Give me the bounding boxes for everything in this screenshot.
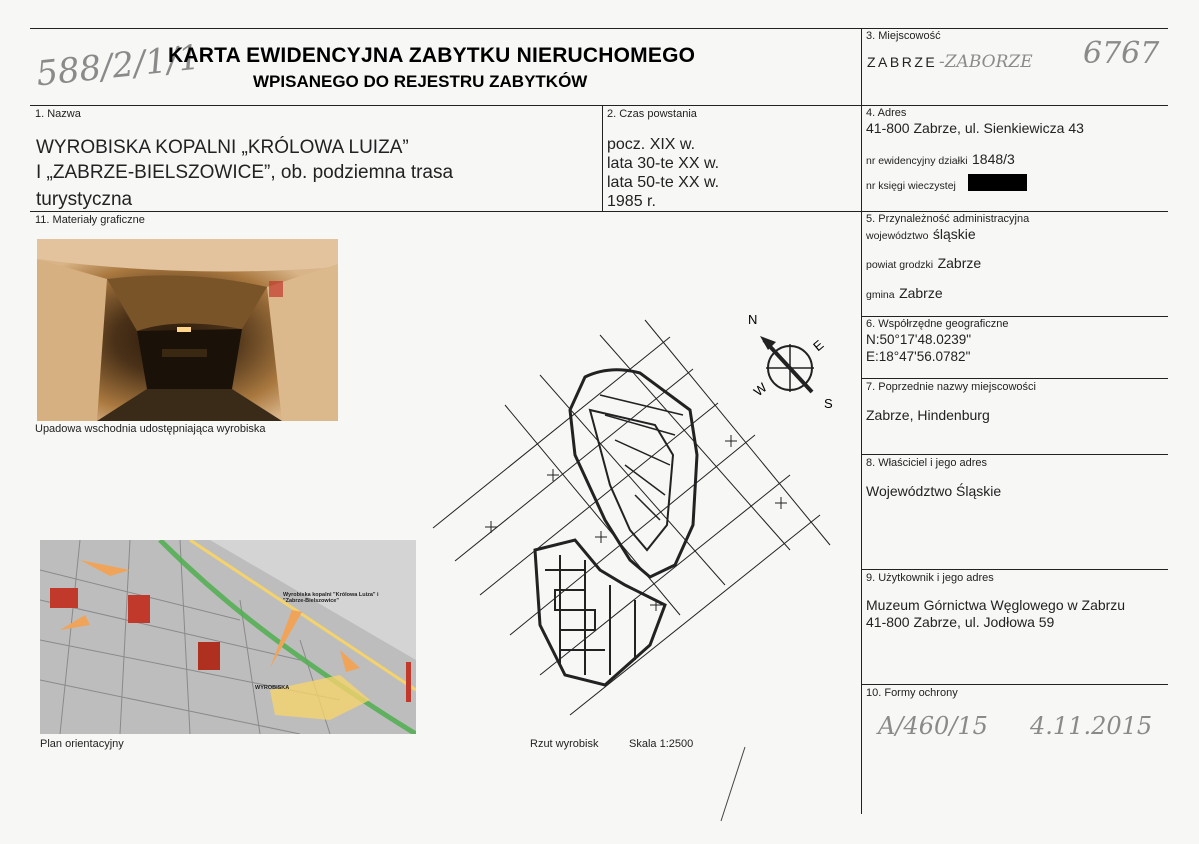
czas-values — [607, 135, 719, 211]
tunnel-photo — [37, 239, 338, 421]
compass-e: E — [810, 336, 827, 355]
czas-line: lata 50-te XX w. — [607, 174, 720, 191]
rule-5 — [861, 316, 1168, 317]
dzialka-value: 1848/3 — [972, 151, 1015, 167]
gmina-row — [866, 285, 943, 303]
powiat-label: powiat grodzki — [866, 259, 934, 271]
coord-e: E:18°47'56.0782" — [866, 349, 971, 364]
wojewodztwo-value: śląskie — [932, 226, 976, 242]
field-4-label: 4. Adres — [866, 107, 907, 119]
compass-s: S — [824, 396, 833, 411]
dzialka-label: nr ewidencyjny działki — [866, 155, 968, 167]
field-11-label: 11. Materiały graficzne — [35, 214, 145, 226]
miejscowosc-value: ZABRZE — [867, 54, 938, 70]
compass-n: N — [748, 312, 758, 327]
card-subtitle: WPISANEGO DO REJESTRU ZABYTKÓW — [253, 72, 588, 91]
uzytkownik-line2: 41-800 Zabrze, ul. Jodłowa 59 — [866, 614, 1055, 630]
nazwa-line2: I „ZABRZE-BIELSZOWICE”, ob. podziemna trasa — [36, 162, 454, 183]
plan-caption: Plan orientacyjny — [40, 738, 124, 750]
field-7-label: 7. Poprzednie nazwy miejscowości — [866, 381, 1036, 393]
rule-name — [30, 211, 1168, 212]
map-label-title: Wyrobiska kopalni "Królowa Luiza" i "Zabrze-Bielszowice" — [283, 592, 379, 604]
rule-9 — [861, 684, 1168, 685]
field-8-label: 8. Właściciel i jego adres — [866, 457, 988, 469]
rule-header — [30, 105, 1168, 106]
handwritten-entry-date: 4.11.2015 — [1030, 712, 1153, 740]
gmina-value: Zabrze — [899, 285, 943, 301]
field-6-label: 6. Współrzędne geograficzne — [866, 318, 1009, 330]
orientation-map — [40, 540, 416, 734]
field-9-label: 9. Użytkownik i jego adres — [866, 572, 994, 584]
czas-line: 1985 r. — [607, 193, 656, 210]
handwritten-miejscowosc-addition: -ZABORZE — [939, 52, 1033, 72]
uzytkownik-line1: Muzeum Górnictwa Węglowego w Zabrzu — [866, 597, 1126, 613]
redaction-box — [968, 174, 1027, 191]
rule-8 — [861, 569, 1168, 570]
handwritten-register-no: 588/2/1/1 — [34, 37, 202, 95]
right-column-divider — [861, 28, 862, 814]
field-2-label: 2. Czas powstania — [607, 108, 697, 120]
nazwa-line1: WYROBISKA KOPALNI „KRÓLOWA LUIZA” — [36, 137, 409, 158]
rzut-caption: Rzut wyrobisk — [530, 738, 599, 750]
dzialka-row — [866, 151, 1015, 169]
wojewodztwo-row — [866, 226, 976, 244]
nazwa-line3: turystyczna — [36, 189, 133, 210]
wojewodztwo-label: województwo — [866, 230, 929, 242]
map-label-wyrobiska: WYROBISKA — [255, 685, 290, 691]
powiat-row — [866, 255, 981, 273]
field-5-label: 5. Przynależność administracyjna — [866, 213, 1030, 225]
card-title: KARTA EWIDENCYJNA ZABYTKU NIERUCHOMEGO — [168, 44, 696, 67]
compass-w: W — [750, 379, 770, 400]
scale-caption: Skala 1:2500 — [629, 738, 694, 750]
time-divider — [602, 105, 603, 211]
coord-n: N:50°17'48.0239" — [866, 332, 972, 347]
czas-line: lata 30-te XX w. — [607, 155, 720, 172]
handwritten-number: 6767 — [1083, 36, 1160, 71]
photo-caption: Upadowa wschodnia udostępniająca wyrobiska — [35, 423, 266, 435]
rule-7 — [861, 454, 1168, 455]
gmina-label: gmina — [866, 289, 895, 301]
compass-rose-icon — [740, 310, 845, 420]
adres-value: 41-800 Zabrze, ul. Sienkiewicza 43 — [866, 120, 1084, 136]
ksiega-row — [866, 176, 956, 194]
field-3-label: 3. Miejscowość — [866, 30, 941, 42]
pen-stroke — [715, 745, 755, 825]
field-10-label: 10. Formy ochrony — [866, 687, 958, 699]
field-1-label: 1. Nazwa — [35, 108, 81, 120]
top-border — [30, 28, 1168, 29]
wlasciciel-value: Województwo Śląskie — [866, 483, 1002, 499]
handwritten-register-entry: A/460/15 — [878, 712, 988, 740]
rule-6 — [861, 378, 1168, 379]
ksiega-label: nr księgi wieczystej — [866, 180, 956, 192]
czas-line: pocz. XIX w. — [607, 136, 696, 153]
powiat-value: Zabrze — [937, 255, 982, 271]
poprzednie-value: Zabrze, Hindenburg — [866, 407, 990, 423]
